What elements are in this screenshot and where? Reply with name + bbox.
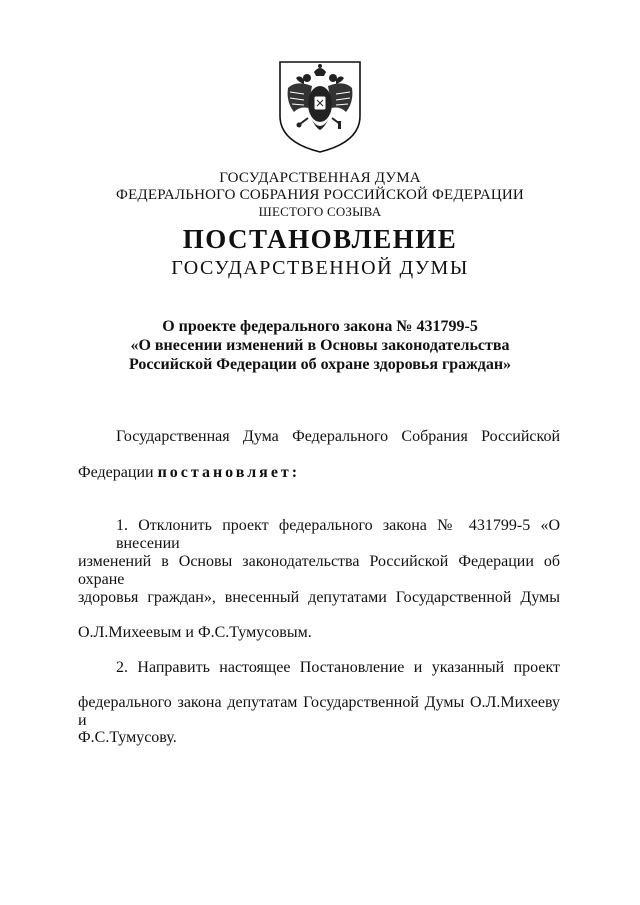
item1-line-2: изменений в Основы законодательства Российской Федерации об охране <box>78 553 560 588</box>
header-line-federal-assembly: ФЕДЕРАЛЬНОГО СОБРАНИЯ РОССИЙСКОЙ ФЕДЕРАЦИИ <box>116 187 524 203</box>
resolves-word: постановляет: <box>157 464 301 481</box>
item2-line-3: Ф.С.Тумусову. <box>78 729 177 746</box>
about-line-3: Российской Федерации об охране здоровья граждан» <box>128 356 512 373</box>
header-line-convocation: ШЕСТОГО СОЗЫВА <box>258 204 382 219</box>
document-title: ПОСТАНОВЛЕНИЕ <box>182 224 458 254</box>
item2-line-1: 2. Направить настоящее Постановление и указанный проект <box>116 659 560 676</box>
intro-line-2 <box>78 464 560 482</box>
item1-line-1: 1. Отклонить проект федерального закона № 431799-5 «О внесении <box>116 517 560 552</box>
item1-line-3: здоровья граждан», внесенный депутатами Государственной Думы <box>78 589 560 606</box>
item1-line-4: О.Л.Михеевым и Ф.С.Тумусовым. <box>78 624 312 641</box>
intro-line-2-prefix: Федерации <box>78 464 158 481</box>
about-line-2: «О внесении изменений в Основы законодательства <box>130 337 510 354</box>
item2-line-2: федерального закона депутатам Государственной Думы О.Л.Михееву и <box>78 694 560 729</box>
document-subtitle: ГОСУДАРСТВЕННОЙ ДУМЫ <box>171 257 469 279</box>
russian-double-headed-eagle-emblem-icon <box>274 58 366 154</box>
intro-line-1: Государственная Дума Федерального Собрания Российской <box>116 428 560 445</box>
about-line-1: О проекте федерального закона № 431799-5 <box>162 318 478 335</box>
header-line-duma: ГОСУДАРСТВЕННАЯ ДУМА <box>219 170 421 186</box>
